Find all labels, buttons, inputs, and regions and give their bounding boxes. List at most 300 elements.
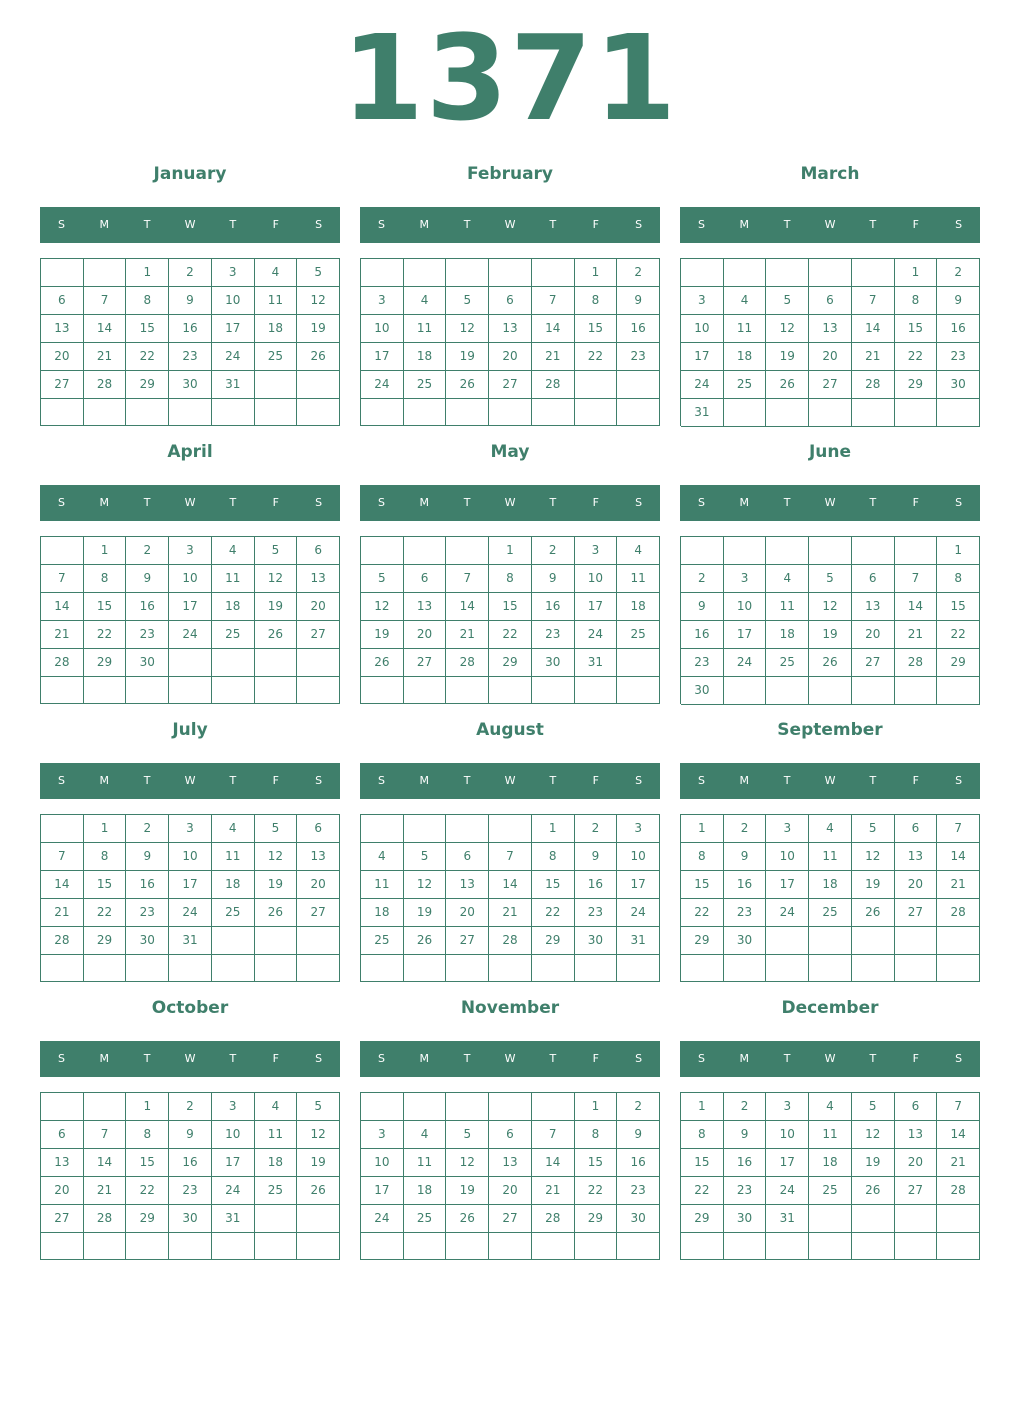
day-cell[interactable]: 1	[532, 815, 575, 843]
day-cell[interactable]: 24	[212, 1177, 255, 1205]
day-cell[interactable]: 24	[212, 343, 255, 371]
day-cell[interactable]: 6	[297, 537, 340, 565]
day-cell[interactable]: 22	[84, 899, 127, 927]
day-cell[interactable]: 19	[404, 899, 447, 927]
day-cell[interactable]: 23	[126, 899, 169, 927]
day-cell[interactable]: 26	[255, 899, 298, 927]
day-cell[interactable]: 25	[809, 1177, 852, 1205]
day-cell[interactable]: 15	[681, 871, 724, 899]
day-cell[interactable]: 7	[937, 1093, 980, 1121]
day-cell[interactable]: 5	[255, 815, 298, 843]
day-cell[interactable]: 16	[617, 315, 660, 343]
day-cell[interactable]: 26	[446, 371, 489, 399]
day-cell[interactable]: 7	[532, 1121, 575, 1149]
day-cell[interactable]: 28	[937, 899, 980, 927]
day-cell[interactable]: 14	[84, 1149, 127, 1177]
day-cell[interactable]: 8	[681, 1121, 724, 1149]
day-cell[interactable]: 10	[724, 593, 767, 621]
day-cell[interactable]: 1	[937, 537, 980, 565]
day-cell[interactable]: 27	[809, 371, 852, 399]
day-cell[interactable]: 15	[575, 1149, 618, 1177]
day-cell[interactable]: 11	[255, 287, 298, 315]
day-cell[interactable]: 15	[84, 871, 127, 899]
day-cell[interactable]: 17	[724, 621, 767, 649]
day-cell[interactable]: 21	[532, 1177, 575, 1205]
day-cell[interactable]: 30	[169, 1205, 212, 1233]
day-cell[interactable]: 16	[617, 1149, 660, 1177]
day-cell[interactable]: 25	[404, 371, 447, 399]
day-cell[interactable]: 19	[255, 593, 298, 621]
day-cell[interactable]: 25	[766, 649, 809, 677]
day-cell[interactable]: 27	[895, 1177, 938, 1205]
day-cell[interactable]: 18	[361, 899, 404, 927]
day-cell[interactable]: 16	[937, 315, 980, 343]
day-cell[interactable]: 4	[361, 843, 404, 871]
day-cell[interactable]: 17	[212, 1149, 255, 1177]
day-cell[interactable]: 9	[617, 1121, 660, 1149]
day-cell[interactable]: 8	[84, 565, 127, 593]
day-cell[interactable]: 1	[681, 815, 724, 843]
day-cell[interactable]: 25	[617, 621, 660, 649]
day-cell[interactable]: 30	[169, 371, 212, 399]
day-cell[interactable]: 8	[489, 565, 532, 593]
day-cell[interactable]: 29	[84, 927, 127, 955]
day-cell[interactable]: 18	[724, 343, 767, 371]
day-cell[interactable]: 9	[169, 287, 212, 315]
day-cell[interactable]: 5	[852, 815, 895, 843]
day-cell[interactable]: 6	[809, 287, 852, 315]
day-cell[interactable]: 17	[361, 343, 404, 371]
day-cell[interactable]: 12	[361, 593, 404, 621]
day-cell[interactable]: 19	[852, 1149, 895, 1177]
day-cell[interactable]: 20	[297, 871, 340, 899]
day-cell[interactable]: 30	[617, 1205, 660, 1233]
day-cell[interactable]: 15	[895, 315, 938, 343]
day-cell[interactable]: 10	[361, 315, 404, 343]
day-cell[interactable]: 12	[809, 593, 852, 621]
day-cell[interactable]: 14	[532, 315, 575, 343]
day-cell[interactable]: 16	[126, 871, 169, 899]
day-cell[interactable]: 30	[681, 677, 724, 705]
day-cell[interactable]: 12	[404, 871, 447, 899]
day-cell[interactable]: 21	[489, 899, 532, 927]
day-cell[interactable]: 14	[446, 593, 489, 621]
day-cell[interactable]: 5	[446, 1121, 489, 1149]
day-cell[interactable]: 9	[126, 843, 169, 871]
day-cell[interactable]: 19	[297, 1149, 340, 1177]
day-cell[interactable]: 30	[575, 927, 618, 955]
day-cell[interactable]: 20	[404, 621, 447, 649]
day-cell[interactable]: 22	[575, 343, 618, 371]
day-cell[interactable]: 2	[575, 815, 618, 843]
day-cell[interactable]: 29	[937, 649, 980, 677]
day-cell[interactable]: 23	[724, 1177, 767, 1205]
day-cell[interactable]: 22	[937, 621, 980, 649]
day-cell[interactable]: 28	[41, 649, 84, 677]
day-cell[interactable]: 19	[361, 621, 404, 649]
day-cell[interactable]: 24	[724, 649, 767, 677]
day-cell[interactable]: 5	[446, 287, 489, 315]
day-cell[interactable]: 30	[724, 927, 767, 955]
day-cell[interactable]: 13	[446, 871, 489, 899]
day-cell[interactable]: 7	[852, 287, 895, 315]
day-cell[interactable]: 2	[937, 259, 980, 287]
day-cell[interactable]: 15	[937, 593, 980, 621]
day-cell[interactable]: 22	[84, 621, 127, 649]
day-cell[interactable]: 14	[489, 871, 532, 899]
day-cell[interactable]: 2	[724, 1093, 767, 1121]
day-cell[interactable]: 15	[575, 315, 618, 343]
day-cell[interactable]: 6	[895, 1093, 938, 1121]
day-cell[interactable]: 1	[126, 1093, 169, 1121]
day-cell[interactable]: 9	[681, 593, 724, 621]
day-cell[interactable]: 25	[724, 371, 767, 399]
day-cell[interactable]: 8	[126, 1121, 169, 1149]
day-cell[interactable]: 29	[681, 927, 724, 955]
day-cell[interactable]: 27	[41, 1205, 84, 1233]
day-cell[interactable]: 17	[361, 1177, 404, 1205]
day-cell[interactable]: 10	[169, 565, 212, 593]
day-cell[interactable]: 2	[169, 1093, 212, 1121]
day-cell[interactable]: 26	[766, 371, 809, 399]
day-cell[interactable]: 5	[297, 259, 340, 287]
day-cell[interactable]: 25	[212, 621, 255, 649]
day-cell[interactable]: 4	[212, 815, 255, 843]
day-cell[interactable]: 12	[297, 287, 340, 315]
day-cell[interactable]: 29	[126, 1205, 169, 1233]
day-cell[interactable]: 28	[895, 649, 938, 677]
day-cell[interactable]: 25	[404, 1205, 447, 1233]
day-cell[interactable]: 26	[446, 1205, 489, 1233]
day-cell[interactable]: 1	[575, 259, 618, 287]
day-cell[interactable]: 22	[895, 343, 938, 371]
day-cell[interactable]: 2	[724, 815, 767, 843]
day-cell[interactable]: 22	[681, 1177, 724, 1205]
day-cell[interactable]: 3	[361, 287, 404, 315]
day-cell[interactable]: 11	[809, 1121, 852, 1149]
day-cell[interactable]: 8	[532, 843, 575, 871]
day-cell[interactable]: 11	[724, 315, 767, 343]
day-cell[interactable]: 31	[617, 927, 660, 955]
day-cell[interactable]: 30	[724, 1205, 767, 1233]
day-cell[interactable]: 3	[766, 1093, 809, 1121]
day-cell[interactable]: 14	[895, 593, 938, 621]
day-cell[interactable]: 27	[852, 649, 895, 677]
day-cell[interactable]: 13	[41, 315, 84, 343]
day-cell[interactable]: 17	[617, 871, 660, 899]
day-cell[interactable]: 27	[489, 1205, 532, 1233]
day-cell[interactable]: 20	[41, 343, 84, 371]
day-cell[interactable]: 2	[681, 565, 724, 593]
day-cell[interactable]: 2	[126, 537, 169, 565]
day-cell[interactable]: 14	[937, 1121, 980, 1149]
day-cell[interactable]: 9	[532, 565, 575, 593]
day-cell[interactable]: 25	[255, 1177, 298, 1205]
day-cell[interactable]: 23	[169, 1177, 212, 1205]
day-cell[interactable]: 14	[84, 315, 127, 343]
day-cell[interactable]: 8	[575, 1121, 618, 1149]
day-cell[interactable]: 18	[212, 593, 255, 621]
day-cell[interactable]: 7	[489, 843, 532, 871]
day-cell[interactable]: 25	[255, 343, 298, 371]
day-cell[interactable]: 21	[84, 1177, 127, 1205]
day-cell[interactable]: 23	[617, 1177, 660, 1205]
day-cell[interactable]: 16	[575, 871, 618, 899]
day-cell[interactable]: 4	[809, 1093, 852, 1121]
day-cell[interactable]: 9	[126, 565, 169, 593]
day-cell[interactable]: 9	[169, 1121, 212, 1149]
day-cell[interactable]: 3	[766, 815, 809, 843]
day-cell[interactable]: 6	[446, 843, 489, 871]
day-cell[interactable]: 11	[617, 565, 660, 593]
day-cell[interactable]: 23	[532, 621, 575, 649]
day-cell[interactable]: 10	[361, 1149, 404, 1177]
day-cell[interactable]: 7	[84, 1121, 127, 1149]
day-cell[interactable]: 2	[532, 537, 575, 565]
day-cell[interactable]: 13	[809, 315, 852, 343]
day-cell[interactable]: 9	[937, 287, 980, 315]
day-cell[interactable]: 5	[766, 287, 809, 315]
day-cell[interactable]: 20	[297, 593, 340, 621]
day-cell[interactable]: 11	[255, 1121, 298, 1149]
day-cell[interactable]: 13	[297, 565, 340, 593]
day-cell[interactable]: 1	[681, 1093, 724, 1121]
day-cell[interactable]: 6	[297, 815, 340, 843]
day-cell[interactable]: 28	[852, 371, 895, 399]
day-cell[interactable]: 18	[766, 621, 809, 649]
day-cell[interactable]: 4	[404, 1121, 447, 1149]
day-cell[interactable]: 8	[681, 843, 724, 871]
day-cell[interactable]: 14	[852, 315, 895, 343]
day-cell[interactable]: 8	[575, 287, 618, 315]
day-cell[interactable]: 8	[126, 287, 169, 315]
day-cell[interactable]: 27	[446, 927, 489, 955]
day-cell[interactable]: 11	[766, 593, 809, 621]
day-cell[interactable]: 29	[681, 1205, 724, 1233]
day-cell[interactable]: 27	[41, 371, 84, 399]
day-cell[interactable]: 9	[575, 843, 618, 871]
day-cell[interactable]: 14	[41, 871, 84, 899]
day-cell[interactable]: 10	[766, 1121, 809, 1149]
day-cell[interactable]: 3	[681, 287, 724, 315]
day-cell[interactable]: 15	[126, 315, 169, 343]
day-cell[interactable]: 3	[169, 537, 212, 565]
day-cell[interactable]: 15	[126, 1149, 169, 1177]
day-cell[interactable]: 14	[937, 843, 980, 871]
day-cell[interactable]: 12	[446, 315, 489, 343]
day-cell[interactable]: 12	[297, 1121, 340, 1149]
day-cell[interactable]: 31	[681, 399, 724, 427]
day-cell[interactable]: 18	[212, 871, 255, 899]
day-cell[interactable]: 9	[724, 843, 767, 871]
day-cell[interactable]: 21	[937, 871, 980, 899]
day-cell[interactable]: 11	[404, 1149, 447, 1177]
day-cell[interactable]: 7	[895, 565, 938, 593]
day-cell[interactable]: 15	[489, 593, 532, 621]
day-cell[interactable]: 19	[446, 1177, 489, 1205]
day-cell[interactable]: 28	[41, 927, 84, 955]
day-cell[interactable]: 23	[617, 343, 660, 371]
day-cell[interactable]: 29	[84, 649, 127, 677]
day-cell[interactable]: 19	[852, 871, 895, 899]
day-cell[interactable]: 23	[681, 649, 724, 677]
day-cell[interactable]: 18	[617, 593, 660, 621]
day-cell[interactable]: 24	[169, 899, 212, 927]
day-cell[interactable]: 25	[809, 899, 852, 927]
day-cell[interactable]: 30	[126, 649, 169, 677]
day-cell[interactable]: 24	[169, 621, 212, 649]
day-cell[interactable]: 10	[212, 287, 255, 315]
day-cell[interactable]: 28	[489, 927, 532, 955]
day-cell[interactable]: 12	[255, 843, 298, 871]
day-cell[interactable]: 21	[446, 621, 489, 649]
day-cell[interactable]: 17	[766, 871, 809, 899]
day-cell[interactable]: 13	[489, 315, 532, 343]
day-cell[interactable]: 26	[297, 343, 340, 371]
day-cell[interactable]: 21	[41, 621, 84, 649]
day-cell[interactable]: 22	[532, 899, 575, 927]
day-cell[interactable]: 31	[575, 649, 618, 677]
day-cell[interactable]: 5	[255, 537, 298, 565]
day-cell[interactable]: 26	[297, 1177, 340, 1205]
day-cell[interactable]: 5	[404, 843, 447, 871]
day-cell[interactable]: 17	[212, 315, 255, 343]
day-cell[interactable]: 13	[895, 843, 938, 871]
day-cell[interactable]: 8	[84, 843, 127, 871]
day-cell[interactable]: 24	[766, 899, 809, 927]
day-cell[interactable]: 9	[617, 287, 660, 315]
day-cell[interactable]: 29	[895, 371, 938, 399]
day-cell[interactable]: 22	[489, 621, 532, 649]
day-cell[interactable]: 3	[169, 815, 212, 843]
day-cell[interactable]: 16	[724, 871, 767, 899]
day-cell[interactable]: 21	[41, 899, 84, 927]
day-cell[interactable]: 7	[41, 565, 84, 593]
day-cell[interactable]: 28	[937, 1177, 980, 1205]
day-cell[interactable]: 24	[617, 899, 660, 927]
day-cell[interactable]: 22	[681, 899, 724, 927]
day-cell[interactable]: 20	[489, 1177, 532, 1205]
day-cell[interactable]: 13	[404, 593, 447, 621]
day-cell[interactable]: 6	[852, 565, 895, 593]
day-cell[interactable]: 24	[361, 371, 404, 399]
day-cell[interactable]: 15	[532, 871, 575, 899]
day-cell[interactable]: 24	[766, 1177, 809, 1205]
day-cell[interactable]: 1	[126, 259, 169, 287]
day-cell[interactable]: 26	[852, 899, 895, 927]
day-cell[interactable]: 3	[212, 1093, 255, 1121]
day-cell[interactable]: 12	[852, 843, 895, 871]
day-cell[interactable]: 27	[489, 371, 532, 399]
day-cell[interactable]: 17	[169, 871, 212, 899]
day-cell[interactable]: 23	[937, 343, 980, 371]
day-cell[interactable]: 28	[446, 649, 489, 677]
day-cell[interactable]: 12	[766, 315, 809, 343]
day-cell[interactable]: 22	[575, 1177, 618, 1205]
day-cell[interactable]: 1	[84, 815, 127, 843]
day-cell[interactable]: 16	[169, 1149, 212, 1177]
day-cell[interactable]: 8	[895, 287, 938, 315]
day-cell[interactable]: 1	[895, 259, 938, 287]
day-cell[interactable]: 18	[404, 343, 447, 371]
day-cell[interactable]: 7	[937, 815, 980, 843]
day-cell[interactable]: 4	[212, 537, 255, 565]
day-cell[interactable]: 9	[724, 1121, 767, 1149]
day-cell[interactable]: 2	[126, 815, 169, 843]
day-cell[interactable]: 28	[84, 1205, 127, 1233]
day-cell[interactable]: 26	[361, 649, 404, 677]
day-cell[interactable]: 28	[532, 371, 575, 399]
day-cell[interactable]: 1	[575, 1093, 618, 1121]
day-cell[interactable]: 22	[126, 343, 169, 371]
day-cell[interactable]: 11	[809, 843, 852, 871]
day-cell[interactable]: 19	[766, 343, 809, 371]
day-cell[interactable]: 16	[169, 315, 212, 343]
day-cell[interactable]: 5	[809, 565, 852, 593]
day-cell[interactable]: 19	[446, 343, 489, 371]
day-cell[interactable]: 26	[852, 1177, 895, 1205]
day-cell[interactable]: 2	[617, 259, 660, 287]
day-cell[interactable]: 15	[681, 1149, 724, 1177]
day-cell[interactable]: 31	[766, 1205, 809, 1233]
day-cell[interactable]: 18	[255, 315, 298, 343]
day-cell[interactable]: 18	[809, 871, 852, 899]
day-cell[interactable]: 15	[84, 593, 127, 621]
day-cell[interactable]: 17	[766, 1149, 809, 1177]
day-cell[interactable]: 8	[937, 565, 980, 593]
day-cell[interactable]: 10	[212, 1121, 255, 1149]
day-cell[interactable]: 17	[681, 343, 724, 371]
day-cell[interactable]: 18	[809, 1149, 852, 1177]
day-cell[interactable]: 20	[489, 343, 532, 371]
day-cell[interactable]: 20	[895, 871, 938, 899]
day-cell[interactable]: 29	[532, 927, 575, 955]
day-cell[interactable]: 24	[361, 1205, 404, 1233]
day-cell[interactable]: 21	[937, 1149, 980, 1177]
day-cell[interactable]: 28	[84, 371, 127, 399]
day-cell[interactable]: 13	[41, 1149, 84, 1177]
day-cell[interactable]: 27	[297, 899, 340, 927]
day-cell[interactable]: 16	[532, 593, 575, 621]
day-cell[interactable]: 3	[575, 537, 618, 565]
day-cell[interactable]: 1	[84, 537, 127, 565]
day-cell[interactable]: 6	[41, 1121, 84, 1149]
day-cell[interactable]: 25	[212, 899, 255, 927]
day-cell[interactable]: 4	[404, 287, 447, 315]
day-cell[interactable]: 6	[404, 565, 447, 593]
day-cell[interactable]: 4	[255, 1093, 298, 1121]
day-cell[interactable]: 3	[212, 259, 255, 287]
day-cell[interactable]: 7	[532, 287, 575, 315]
day-cell[interactable]: 5	[297, 1093, 340, 1121]
day-cell[interactable]: 27	[297, 621, 340, 649]
day-cell[interactable]: 4	[617, 537, 660, 565]
day-cell[interactable]: 30	[126, 927, 169, 955]
day-cell[interactable]: 20	[446, 899, 489, 927]
day-cell[interactable]: 14	[532, 1149, 575, 1177]
day-cell[interactable]: 14	[41, 593, 84, 621]
day-cell[interactable]: 20	[41, 1177, 84, 1205]
day-cell[interactable]: 12	[255, 565, 298, 593]
day-cell[interactable]: 4	[766, 565, 809, 593]
day-cell[interactable]: 26	[255, 621, 298, 649]
day-cell[interactable]: 20	[895, 1149, 938, 1177]
day-cell[interactable]: 10	[575, 565, 618, 593]
day-cell[interactable]: 18	[404, 1177, 447, 1205]
day-cell[interactable]: 13	[489, 1149, 532, 1177]
day-cell[interactable]: 4	[724, 287, 767, 315]
day-cell[interactable]: 12	[852, 1121, 895, 1149]
